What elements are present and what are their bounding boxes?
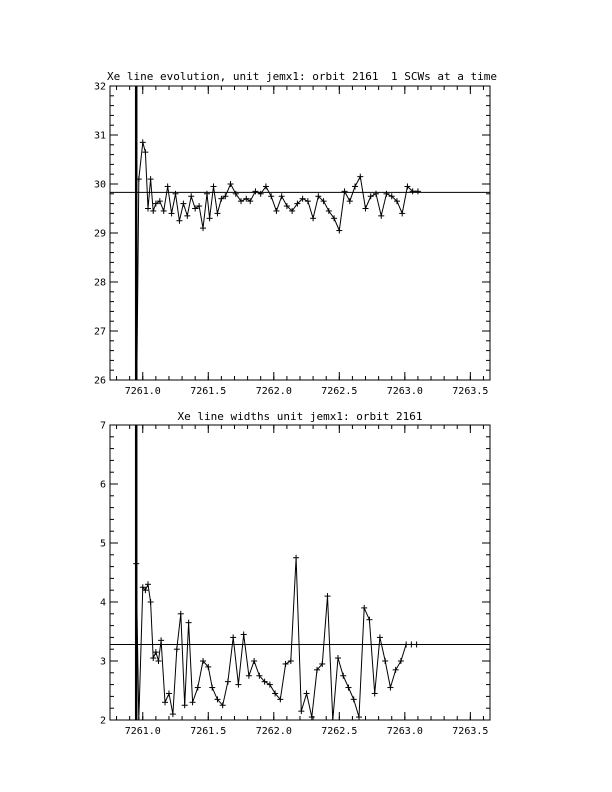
plot-frame [110,86,490,380]
data-point [178,611,184,617]
data-point [158,637,164,643]
chart-title: Xe line widths unit jemx1: orbit 2161 [177,410,423,423]
data-point [398,658,404,664]
data-point [361,605,367,611]
data-point [225,679,231,685]
data-point [368,193,374,199]
data-point [366,617,372,623]
xe-line-widths-panel [100,410,490,737]
data-point [305,198,311,204]
data-point [169,210,175,216]
y-tick-label: 27 [93,326,106,338]
data-point [304,690,310,696]
data-point [204,191,210,197]
data-point [288,658,294,664]
data-point [393,667,399,673]
data-point [173,191,179,197]
y-tick-label: 26 [93,375,106,387]
data-point [235,682,241,688]
series-line [139,142,418,230]
data-point [345,685,351,691]
data-point [363,206,369,212]
data-point [352,183,358,189]
data-point [387,685,393,691]
x-tick-label: 7263.0 [386,726,423,737]
data-point [165,183,171,189]
plot-area [100,421,490,738]
data-point [293,555,299,561]
data-point [383,191,389,197]
data-point [166,690,172,696]
data-point [145,581,151,587]
data-point [268,193,274,199]
data-point [347,198,353,204]
data-point [298,708,304,714]
x-tick-label: 7262.5 [321,386,358,397]
data-point [325,593,331,599]
chart-title: Xe line evolution, unit jemx1: orbit 2161 [107,70,379,83]
data-point [188,193,194,199]
data-point [174,646,180,652]
data-point [186,620,192,626]
y-tick-label: 7 [99,420,106,432]
data-point [310,215,316,221]
data-point [180,201,186,207]
data-point [182,702,188,708]
x-tick-label: 7261.0 [124,386,161,397]
data-point [330,717,336,723]
y-tick-label: 31 [93,130,106,142]
data-point [415,188,421,194]
data-point [309,714,315,720]
x-tick-label: 7263.5 [452,726,489,737]
data-point [150,655,156,661]
y-tick-label: 3 [99,656,106,668]
y-tick-label: 28 [93,277,106,289]
x-tick-label: 7261.5 [190,726,227,737]
data-point [342,188,348,194]
data-point [162,699,168,705]
data-point [155,658,161,664]
data-point [209,685,215,691]
data-point [382,658,388,664]
y-tick-label: 5 [99,538,106,550]
data-point [399,210,405,216]
data-point [351,696,357,702]
data-point [142,149,148,155]
data-point [211,183,217,189]
data-point [414,641,420,647]
y-tick-label: 4 [99,597,106,609]
data-layer [110,86,490,380]
data-point [228,181,234,187]
data-point [335,655,341,661]
x-tick-label: 7262.0 [255,386,292,397]
data-point [246,673,252,679]
xe-line-evolution-panel [94,70,497,397]
x-tick-label: 7262.0 [255,726,292,737]
data-point [340,673,346,679]
data-point [190,699,196,705]
data-point [145,206,151,212]
data-point [373,191,379,197]
y-tick-label: 2 [99,715,106,727]
data-point [372,690,378,696]
data-point [140,139,146,145]
data-point [161,208,167,214]
data-point [170,711,176,717]
data-point [148,176,154,182]
x-tick-label: 7262.5 [321,726,358,737]
data-point [184,213,190,219]
y-tick-label: 6 [99,479,106,491]
data-point [283,661,289,667]
data-point [267,682,273,688]
data-point [336,228,342,234]
x-tick-label: 7263.0 [386,386,423,397]
data-point [176,218,182,224]
y-tick-label: 32 [93,81,106,93]
data-point [357,174,363,180]
y-tick-label: 29 [93,228,106,240]
data-point [326,208,332,214]
data-point [378,213,384,219]
data-point [233,191,239,197]
data-point [148,599,154,605]
x-tick-label: 7261.5 [190,386,227,397]
data-point [356,714,362,720]
x-tick-label: 7261.0 [124,726,161,737]
data-point [153,649,159,655]
data-point [195,685,201,691]
data-point [279,193,285,199]
data-point [133,561,139,567]
x-tick-label: 7263.5 [452,386,489,397]
data-point [214,210,220,216]
data-point [241,631,247,637]
data-layer [110,425,490,723]
y-tick-label: 30 [93,179,106,191]
chart-subtitle: 1 SCWs at a time [391,70,497,83]
data-point [230,634,236,640]
data-point [200,225,206,231]
data-point [377,634,383,640]
data-point [251,658,257,664]
plot-area [94,82,490,398]
data-point [408,641,414,647]
data-point [273,208,279,214]
data-point [207,215,213,221]
data-point [150,208,156,214]
data-point [252,188,258,194]
data-point [403,641,409,647]
